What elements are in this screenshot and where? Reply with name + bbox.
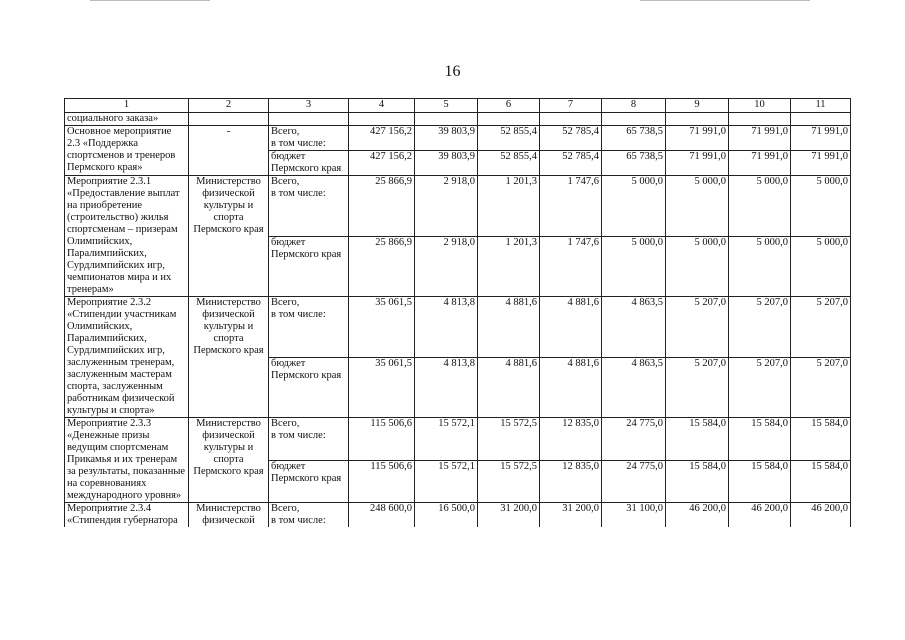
value-cell: 52 785,4: [540, 126, 602, 151]
executor-cell: Министерство физической культуры и спорта Пермского края: [189, 297, 269, 418]
value-cell: 427 156,2: [349, 126, 415, 151]
measure-name-cell: Мероприятие 2.3.2 «Стипендии участникам Олимпийских, Паралимпийских, Сурдлимпийских игр, заслуженным тренерам, заслуженным мастерам спорта, заслуженным работникам физической культуры и спорта»: [65, 297, 189, 418]
value-cell: 4 881,6: [540, 297, 602, 358]
value-cell: 5 000,0: [791, 236, 851, 297]
empty-cell: [540, 113, 602, 126]
funding-type-line: Пермского края: [271, 472, 342, 484]
value-cell: 35 061,5: [349, 297, 415, 358]
value-cell: 71 991,0: [666, 151, 729, 176]
value-cell: 71 991,0: [791, 126, 851, 151]
value-cell: 115 506,6: [349, 460, 415, 503]
header-cell: 9: [666, 99, 729, 113]
funding-type-line: в том числе:: [271, 430, 326, 441]
value-cell: 4 881,6: [478, 357, 540, 418]
value-cell: 15 584,0: [729, 460, 791, 503]
value-cell: 1 747,6: [540, 176, 602, 237]
value-cell: 46 200,0: [729, 503, 791, 528]
empty-cell: [349, 113, 415, 126]
value-cell: 71 991,0: [729, 126, 791, 151]
value-cell: 2 918,0: [415, 236, 478, 297]
header-cell: 1: [65, 99, 189, 113]
value-cell: 15 572,1: [415, 418, 478, 461]
value-cell: 5 207,0: [791, 357, 851, 418]
value-cell: 12 835,0: [540, 418, 602, 461]
empty-cell: [415, 113, 478, 126]
executor-cell: -: [189, 126, 269, 176]
value-cell: 65 738,5: [602, 126, 666, 151]
table-row: [65, 503, 851, 528]
header-cell: 11: [791, 99, 851, 113]
value-cell: 15 584,0: [666, 418, 729, 461]
value-cell: 5 207,0: [729, 357, 791, 418]
value-cell: 15 584,0: [791, 418, 851, 461]
value-cell: 115 506,6: [349, 418, 415, 461]
value-cell: 4 863,5: [602, 357, 666, 418]
value-cell: 15 584,0: [729, 418, 791, 461]
value-cell: 15 572,5: [478, 460, 540, 503]
value-cell: 15 572,1: [415, 460, 478, 503]
table-row: [65, 297, 851, 358]
funding-type-line: бюджет: [271, 151, 306, 162]
value-cell: 5 000,0: [666, 176, 729, 237]
funding-type-cell: [269, 460, 349, 503]
header-cell: 6: [478, 99, 540, 113]
header-cell: 7: [540, 99, 602, 113]
funding-type-cell: [269, 126, 349, 151]
value-cell: 24 775,0: [602, 460, 666, 503]
funding-type-cell: [269, 503, 349, 528]
measure-name-cell: Мероприятие 2.3.4 «Стипендия губернатора: [65, 503, 189, 528]
value-cell: 52 855,4: [478, 126, 540, 151]
value-cell: 2 918,0: [415, 176, 478, 237]
funding-type-line: в том числе:: [271, 188, 326, 199]
value-cell: 5 000,0: [729, 236, 791, 297]
header-cell: 4: [349, 99, 415, 113]
value-cell: 46 200,0: [791, 503, 851, 528]
empty-cell: [602, 113, 666, 126]
value-cell: 5 000,0: [602, 176, 666, 237]
continuation-cell: социального заказа»: [65, 113, 189, 126]
page-number: 16: [444, 63, 461, 80]
empty-cell: [729, 113, 791, 126]
executor-cell: Министерство физической культуры и спорта Пермского края: [189, 418, 269, 503]
funding-type-line: в том числе:: [271, 138, 326, 149]
funding-type-line: Всего,: [271, 297, 300, 308]
executor-cell: Министерство физической культуры и спорта Пермского края: [189, 176, 269, 297]
empty-cell: [791, 113, 851, 126]
measure-name-cell: Основное мероприятие 2.3 «Поддержка спортсменов и тренеров Пермского края»: [65, 126, 189, 176]
value-cell: 1 201,3: [478, 236, 540, 297]
header-row: [65, 99, 851, 113]
scan-top-line: [640, 0, 810, 1]
value-cell: 5 207,0: [729, 297, 791, 358]
header-cell: 5: [415, 99, 478, 113]
empty-cell: [478, 113, 540, 126]
value-cell: 71 991,0: [791, 151, 851, 176]
value-cell: 71 991,0: [729, 151, 791, 176]
funding-type-cell: [269, 176, 349, 237]
scan-top-line: [90, 0, 210, 1]
empty-cell: [189, 113, 269, 126]
table-row: [65, 176, 851, 237]
header-cell: 10: [729, 99, 791, 113]
funding-type-line: Всего,: [271, 418, 300, 429]
value-cell: 4 813,8: [415, 357, 478, 418]
header-cell: 3: [269, 99, 349, 113]
value-cell: 427 156,2: [349, 151, 415, 176]
value-cell: 31 200,0: [478, 503, 540, 528]
value-cell: 1 747,6: [540, 236, 602, 297]
funding-type-cell: [269, 418, 349, 461]
value-cell: 12 835,0: [540, 460, 602, 503]
value-cell: 52 785,4: [540, 151, 602, 176]
value-cell: 31 100,0: [602, 503, 666, 528]
header-cell: 2: [189, 99, 269, 113]
funding-type-line: Пермского края: [271, 163, 342, 174]
funding-type-line: бюджет: [271, 357, 306, 369]
value-cell: 4 881,6: [540, 357, 602, 418]
value-cell: 4 863,5: [602, 297, 666, 358]
measure-name-cell: Мероприятие 2.3.1 «Предоставление выплат на приобретение (строительство) жилья спортсменам – призерам Олимпийских, Паралимпийских, Сурдлимпийских игр, чемпионатов мира и их тренерам»: [65, 176, 189, 297]
value-cell: 39 803,9: [415, 126, 478, 151]
funding-type-line: Всего,: [271, 126, 300, 137]
funding-type-line: в том числе:: [271, 515, 326, 526]
value-cell: 5 207,0: [666, 357, 729, 418]
value-cell: 46 200,0: [666, 503, 729, 528]
value-cell: 71 991,0: [666, 126, 729, 151]
value-cell: 1 201,3: [478, 176, 540, 237]
value-cell: 5 000,0: [602, 236, 666, 297]
funding-type-cell: [269, 236, 349, 297]
funding-type-line: Пермского края: [271, 248, 342, 260]
value-cell: 16 500,0: [415, 503, 478, 528]
funding-type-cell: [269, 297, 349, 358]
value-cell: 4 881,6: [478, 297, 540, 358]
funding-type-line: в том числе:: [271, 309, 326, 320]
value-cell: 15 584,0: [666, 460, 729, 503]
empty-cell: [666, 113, 729, 126]
funding-type-line: Всего,: [271, 503, 300, 514]
value-cell: 35 061,5: [349, 357, 415, 418]
funding-type-line: бюджет: [271, 236, 306, 248]
value-cell: 5 000,0: [666, 236, 729, 297]
funding-type-cell: [269, 357, 349, 418]
table-row: [65, 126, 851, 151]
value-cell: 25 866,9: [349, 236, 415, 297]
value-cell: 52 855,4: [478, 151, 540, 176]
empty-cell: [269, 113, 349, 126]
value-cell: 39 803,9: [415, 151, 478, 176]
continuation-row: [65, 113, 851, 126]
value-cell: 65 738,5: [602, 151, 666, 176]
value-cell: 5 207,0: [666, 297, 729, 358]
funding-type-line: бюджет: [271, 460, 306, 472]
funding-type-line: Пермского края: [271, 369, 342, 381]
value-cell: 5 000,0: [791, 176, 851, 237]
value-cell: 15 584,0: [791, 460, 851, 503]
value-cell: 5 207,0: [791, 297, 851, 358]
header-cell: 8: [602, 99, 666, 113]
value-cell: 248 600,0: [349, 503, 415, 528]
value-cell: 25 866,9: [349, 176, 415, 237]
value-cell: 4 813,8: [415, 297, 478, 358]
value-cell: 5 000,0: [729, 176, 791, 237]
measure-name-cell: Мероприятие 2.3.3 «Денежные призы ведущим спортсменам Прикамья и их тренерам за результаты, показанные на соревнованиях международного уровня»: [65, 418, 189, 503]
funding-type-line: Всего,: [271, 176, 300, 187]
value-cell: 31 200,0: [540, 503, 602, 528]
executor-cell: Министерство физической: [189, 503, 269, 528]
budget-table: [64, 98, 851, 527]
value-cell: 24 775,0: [602, 418, 666, 461]
value-cell: 15 572,5: [478, 418, 540, 461]
funding-type-cell: [269, 151, 349, 176]
table-row: [65, 418, 851, 461]
